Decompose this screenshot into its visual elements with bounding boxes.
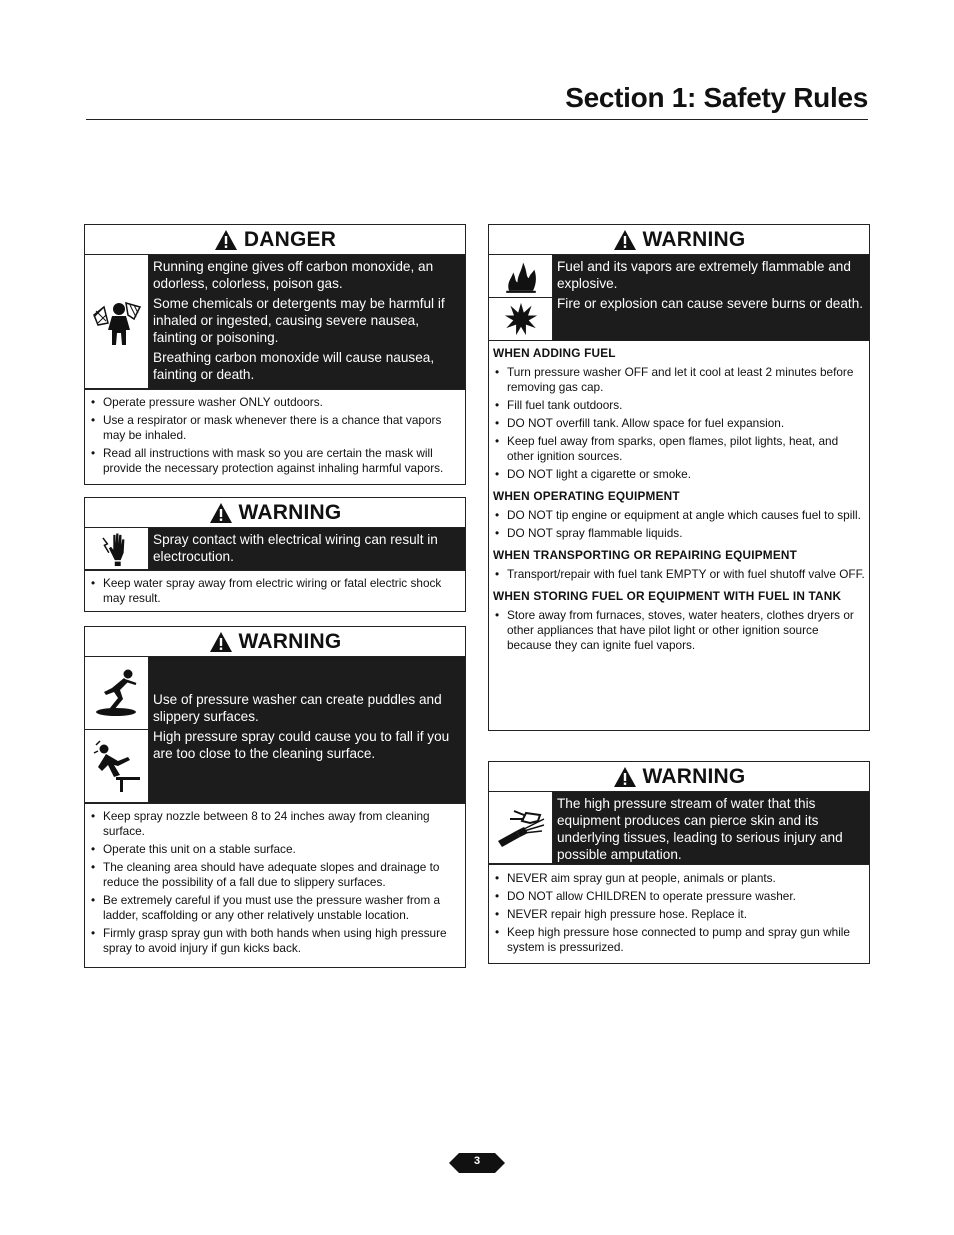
hazard-text-2: Fire or explosion can cause severe burns or death.: [557, 296, 864, 311]
electric-shock-hand-icon: [85, 528, 149, 570]
hazard-panel: [489, 255, 869, 341]
signal-word: WARNING: [238, 629, 342, 653]
hazard-text: [553, 792, 869, 864]
warning-fuel-box: [488, 224, 870, 731]
warning-header: [489, 225, 869, 255]
respirator-person-icon: [85, 255, 149, 389]
warning-slip-fall-box: [84, 626, 466, 968]
section-heading: WHEN STORING FUEL OR EQUIPMENT WITH FUEL IN TANK: [493, 589, 842, 603]
hazard-text-1: Running engine gives off carbon monoxide, an odorless, colorless, poison gas.: [153, 259, 434, 291]
list-item: • Keep water spray away from electric wiring or fatal electric shock may result.: [89, 576, 461, 606]
warning-electrical-box: [84, 497, 466, 612]
skin-injection-icon: [489, 792, 553, 864]
precautions-list: [489, 605, 869, 660]
precautions-list: [85, 389, 465, 483]
list-item: • Read all instructions with mask so you are certain the mask will provide the necessary protection against inhaling harmful vapors.: [89, 446, 461, 476]
icon-column: [489, 792, 553, 864]
signal-word: WARNING: [238, 500, 342, 524]
list-item: • Store away from furnaces, stoves, water heaters, clothes dryers or other appliances that have pilot light or other ignition source because they can ignite fuel vapors.: [493, 608, 865, 653]
explosion-icon: [489, 298, 553, 341]
list-item: • NEVER repair high pressure hose. Replace it.: [493, 907, 865, 922]
signal-word: DANGER: [243, 227, 337, 251]
list-item: • DO NOT light a cigarette or smoke.: [493, 467, 865, 482]
hazard-panel: [85, 255, 465, 389]
list-item: • Keep spray nozzle between 8 to 24 inches away from cleaning surface.: [89, 809, 461, 839]
precautions-list: [489, 505, 869, 548]
danger-header: [85, 225, 465, 255]
icon-column: [489, 255, 553, 341]
list-item: • Turn pressure washer OFF and let it cool at least 2 minutes before removing gas cap.: [493, 365, 865, 395]
list-item: • DO NOT spray flammable liquids.: [493, 526, 865, 541]
precautions-list: [489, 864, 869, 962]
warning-header: [489, 762, 869, 792]
warning-header: [85, 498, 465, 528]
danger-carbon-monoxide-box: [84, 224, 466, 485]
hazard-text-1: Fuel and its vapors are extremely flammable and explosive.: [557, 259, 851, 291]
hazard-text-2: Some chemicals or detergents may be harmful if inhaled or ingested, causing severe nausea, fainting or poisoning.: [153, 296, 445, 345]
hazard-panel: [85, 528, 465, 570]
list-item: • Keep fuel away from sparks, open flames, pilot lights, heat, and other ignition sources.: [493, 434, 865, 464]
warning-injection-box: [488, 761, 870, 964]
warning-triangle-icon: [613, 766, 637, 788]
section-heading: WHEN ADDING FUEL: [493, 346, 616, 360]
page-number: 3: [473, 1155, 481, 1167]
list-item: • Fill fuel tank outdoors.: [493, 398, 865, 413]
list-item: • DO NOT overfill tank. Allow space for fuel expansion.: [493, 416, 865, 431]
precautions-list: [85, 570, 465, 613]
hazard-text-3: Breathing carbon monoxide will cause nausea, fainting or death.: [153, 350, 435, 382]
section-heading: WHEN TRANSPORTING OR REPAIRING EQUIPMENT: [493, 548, 798, 562]
section-heading: WHEN OPERATING EQUIPMENT: [493, 489, 680, 503]
hazard-text-1: The high pressure stream of water that this equipment produces can pierce skin and its underlying tissues, leading to serious injury and possible amputation.: [557, 796, 843, 862]
hazard-text-2: High pressure spray could cause you to fall if you are too close to the cleaning surface.: [153, 729, 450, 761]
fuel-precautions: [489, 341, 869, 660]
warning-header: [85, 627, 465, 657]
hazard-text: [149, 657, 465, 803]
list-item: • The cleaning area should have adequate slopes and drainage to reduce the possibility of a fall due to slippery surfaces.: [89, 860, 461, 890]
icon-column: [85, 657, 149, 803]
slip-hazard-icon: [85, 657, 149, 730]
hazard-panel: [85, 657, 465, 803]
precautions-list: [489, 362, 869, 489]
fall-hazard-icon: [85, 730, 149, 803]
warning-triangle-icon: [209, 502, 233, 524]
page-title: Section 1: Safety Rules: [565, 82, 868, 113]
hazard-text-1: Use of pressure washer can create puddles and slippery surfaces.: [153, 692, 442, 724]
warning-triangle-icon: [214, 229, 238, 251]
list-item: • Firmly grasp spray gun with both hands when using high pressure spray to avoid injury if gun kicks back.: [89, 926, 461, 956]
hazard-text-1: Spray contact with electrical wiring can result in electrocution.: [153, 532, 438, 564]
icon-column: [85, 255, 149, 389]
precautions-list: [85, 803, 465, 963]
list-item: • Operate this unit on a stable surface.: [89, 842, 461, 857]
hazard-text: [149, 255, 465, 389]
warning-triangle-icon: [209, 631, 233, 653]
list-item: • Operate pressure washer ONLY outdoors.: [89, 395, 461, 410]
hazard-text: [149, 528, 465, 570]
list-item: • Keep high pressure hose connected to pump and spray gun while system is pressurized.: [493, 925, 865, 955]
icon-column: [85, 528, 149, 570]
list-item: • Use a respirator or mask whenever there is a chance that vapors may be inhaled.: [89, 413, 461, 443]
title-divider: [86, 119, 868, 120]
list-item: • NEVER aim spray gun at people, animals or plants.: [493, 871, 865, 886]
signal-word: WARNING: [642, 227, 746, 251]
list-item: • DO NOT tip engine or equipment at angle which causes fuel to spill.: [493, 508, 865, 523]
precautions-list: [489, 564, 869, 589]
page-number-badge: [449, 1151, 505, 1175]
warning-triangle-icon: [613, 229, 637, 251]
list-item: • DO NOT allow CHILDREN to operate pressure washer.: [493, 889, 865, 904]
list-item: • Be extremely careful if you must use the pressure washer from a ladder, scaffolding or any other relatively unstable location.: [89, 893, 461, 923]
list-item: • Transport/repair with fuel tank EMPTY or with fuel shutoff valve OFF.: [493, 567, 865, 582]
hazard-panel: [489, 792, 869, 864]
hazard-text: [553, 255, 869, 341]
signal-word: WARNING: [642, 764, 746, 788]
fire-icon: [489, 255, 553, 298]
